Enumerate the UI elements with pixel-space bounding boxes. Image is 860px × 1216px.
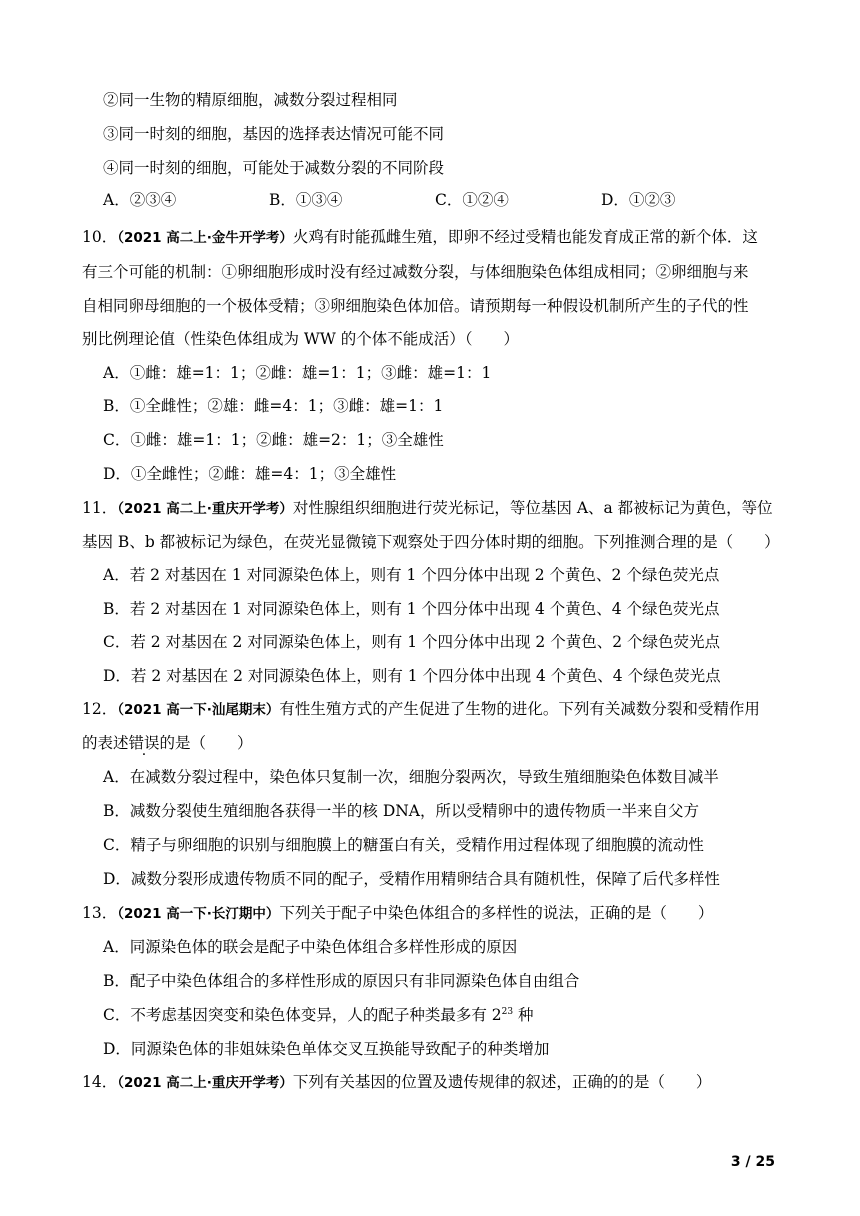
q9-option-a: A．②③④ xyxy=(103,191,177,209)
q11-number: 11． xyxy=(82,499,118,517)
q10-option-a: A．①雌：雄=1：1；②雌：雄=1：1；③雌：雄=1：1 xyxy=(103,364,492,382)
q12-number: 12． xyxy=(82,700,118,718)
q13-option-a: A．同源染色体的联会是配子中染色体组合多样性形成的原因 xyxy=(103,938,518,956)
q10-stem-line-4: 别比例理论值（性染色体组成为 WW 的个体不能成活）（ ） xyxy=(82,330,519,348)
q12-stem-text: 有性生殖方式的产生促进了生物的进化。下列有关减数分裂和受精作用 xyxy=(279,700,760,718)
q11-stem-line-1 xyxy=(82,498,773,520)
q9-option-b: B．①③④ xyxy=(269,191,343,209)
q12-option-b: B．减数分裂使生殖细胞各获得一半的核 DNA，所以受精卵中的遗传物质一半来自父方 xyxy=(103,802,700,820)
q12-stem-pre: 的表述 xyxy=(82,734,129,752)
q10-number: 10． xyxy=(82,228,118,246)
q13-option-c-text: C．不考虑基因突变和染色体变异，人的配子种类最多有 2 xyxy=(103,1006,502,1024)
q13-option-c xyxy=(103,1005,534,1027)
q9-option-c: C．①②④ xyxy=(435,191,509,209)
q13-option-c-exponent: 23 xyxy=(501,1007,514,1017)
q9-item-3: ③同一时刻的细胞，基因的选择表达情况可能不同 xyxy=(103,125,445,143)
q12-stem-line-1 xyxy=(82,699,760,721)
q10-option-d: D．①全雌性；②雌：雄=4：1；③全雄性 xyxy=(103,465,397,483)
q13-option-c-unit: 种 xyxy=(513,1006,534,1024)
q11-option-a: A．若 2 对基因在 1 对同源染色体上，则有 1 个四分体中出现 2 个黄色、2 个绿色荧光点 xyxy=(103,566,720,584)
q11-option-d: D．若 2 对基因在 2 对同源染色体上，则有 1 个四分体中出现 4 个黄色、4 个绿色荧光点 xyxy=(103,667,721,685)
q9-option-d: D．①②③ xyxy=(601,191,676,209)
q9-item-4: ④同一时刻的细胞，可能处于减数分裂的不同阶段 xyxy=(103,159,445,177)
q13-option-b: B．配子中染色体组合的多样性形成的原因只有非同源染色体自由组合 xyxy=(103,972,580,990)
q12-option-a: A．在减数分裂过程中，染色体只复制一次，细胞分裂两次，导致生殖细胞染色体数目减半 xyxy=(103,768,719,786)
q10-stem-text: 火鸡有时能孤雌生殖，即卵不经过受精也能发育成正常的新个体．这 xyxy=(292,228,758,246)
q13-source: （2021 高一下·长汀期中） xyxy=(117,906,280,922)
q13-stem xyxy=(82,903,713,925)
q14-stem xyxy=(82,1072,711,1094)
q10-option-c: C．①雌：雄=1：1；②雌：雄=2：1；③全雄性 xyxy=(103,431,444,449)
q11-option-c: C．若 2 对基因在 2 对同源染色体上，则有 1 个四分体中出现 2 个黄色、2 个绿色荧光点 xyxy=(103,633,721,651)
q10-source: （2021 高二上·金牛开学考） xyxy=(117,230,293,246)
q10-option-b: B．①全雌性；②雄：雌=4：1；③雌：雄=1：1 xyxy=(103,397,444,415)
page-number: 3 / 25 xyxy=(730,1154,775,1170)
q12-option-c: C．精子与卵细胞的识别与细胞膜上的糖蛋白有关，受精作用过程体现了细胞膜的流动性 xyxy=(103,836,704,854)
q11-source: （2021 高二上·重庆开学考） xyxy=(117,501,293,517)
q13-number: 13． xyxy=(82,904,118,922)
q11-option-b: B．若 2 对基因在 1 对同源染色体上，则有 1 个四分体中出现 4 个黄色、4 个绿色荧光点 xyxy=(103,600,720,618)
q12-emphasis-wrong: 错误 xyxy=(128,734,160,752)
q10-stem-line-3: 自相同卵母细胞的一个极体受精；③卵细胞染色体加倍。请预期每一种假设机制所产生的子代的性 xyxy=(82,297,749,315)
q12-stem-line-2 xyxy=(82,733,253,755)
q10-stem-line-2: 有三个可能的机制：①卵细胞形成时没有经过减数分裂，与体细胞染色体组成相同；②卵细胞与来 xyxy=(82,263,749,281)
q13-option-d: D．同源染色体的非姐妹染色单体交叉互换能导致配子的种类增加 xyxy=(103,1040,550,1058)
q14-stem-text: 下列有关基因的位置及遗传规律的叙述，正确的的是（ ） xyxy=(292,1073,712,1091)
q12-option-d: D．减数分裂形成遗传物质不同的配子，受精作用精卵结合具有随机性，保障了后代多样性 xyxy=(103,870,720,888)
q12-stem-post: 的是（ ） xyxy=(159,734,253,752)
q14-number: 14． xyxy=(82,1073,118,1091)
q11-stem-line-2: 基因 B、b 都被标记为绿色，在荧光显微镜下观察处于四分体时期的细胞。下列推测合理的是（ ） xyxy=(82,533,780,551)
q13-stem-text: 下列关于配子中染色体组合的多样性的说法，正确的是（ ） xyxy=(279,904,714,922)
q9-item-2: ②同一生物的精原细胞，减数分裂过程相同 xyxy=(103,91,398,109)
q10-stem-line-1 xyxy=(82,227,758,249)
q14-source: （2021 高二上·重庆开学考） xyxy=(117,1075,293,1091)
q11-stem-text: 对性腺组织细胞进行荧光标记，等位基因 A、a 都被标记为黄色，等位 xyxy=(292,499,773,517)
q9-options xyxy=(103,190,767,212)
q12-source: （2021 高一下·汕尾期末） xyxy=(117,702,280,718)
